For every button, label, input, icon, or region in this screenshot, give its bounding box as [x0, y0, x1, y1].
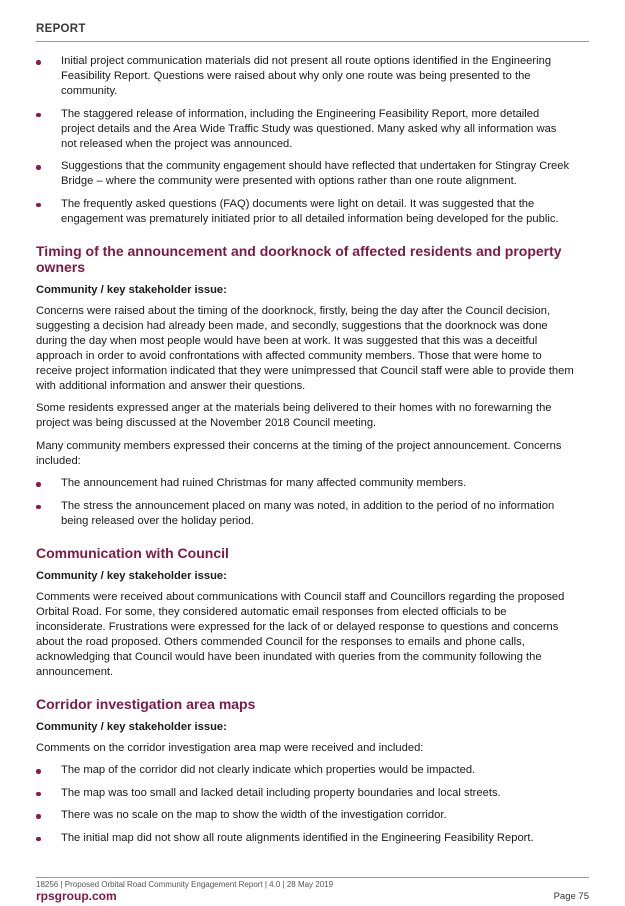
paragraph: Some residents expressed anger at the materials being delivered to their homes with no forewarning the project was being discussed at the November 2018 Council meeting. [36, 402, 552, 429]
maps-bullet-list [36, 763, 575, 846]
bullet-dot-icon [36, 113, 41, 118]
paragraph: Comments were received about communications with Council staff and Councillors regarding the proposed Orbital Road. For some, they considered automatic email responses from elected officials to be inconsiderate. Frustrations were expressed for the lack of or delayed response to questions and concerns about the road proposed. Others commended Council for the responses to emails and phone calls, acknowledging that Council would have been inundated with queries from the community following the announcement. [36, 590, 565, 678]
list-item-text: The announcement had ruined Christmas for many affected community members. [61, 477, 467, 489]
section-heading-communication: Communication with Council [36, 544, 229, 561]
list-item-text: The map of the corridor did not clearly indicate which properties would be impacted. [61, 764, 476, 776]
section-subheading: Community / key stakeholder issue: [36, 283, 227, 296]
section-subheading: Community / key stakeholder issue: [36, 720, 227, 733]
list-item-text: The initial map did not show all route alignments identified in the Engineering Feasibility Report. [61, 831, 534, 844]
header-divider [36, 41, 589, 42]
paragraph: Concerns were raised about the timing of the doorknock, firstly, being the day after the Council decision, suggesting a decision had already been made, and secondly, suggestions that the doorknock was done during the day when most people would have been at work. It was suggested that this was a deceitful approach in order to avoid confrontations with affected community members. Those that were home to receive project information indicated that they were unimpressed that Council staff were able to provide them with additional information and answer their questions. [36, 304, 574, 392]
list-item [36, 808, 575, 823]
list-item-text: Suggestions that the community engagement should have reflected that undertaken for Stingray Creek Bridge – where the community were presented with options rather than one route alignment. [61, 160, 570, 187]
list-item [36, 54, 575, 99]
section-heading-timing: Timing of the announcement and doorknock of affected residents and property owners [36, 242, 562, 275]
page-number: Page 75 [553, 891, 589, 902]
section-subheading: Community / key stakeholder issue: [36, 569, 227, 582]
timing-bullet-list [36, 476, 575, 529]
report-header-label: REPORT [36, 23, 86, 35]
footer-reference: 18256 | Proposed Orbital Road Community Engagement Report | 4.0 | 28 May 2019 [36, 880, 334, 889]
list-item-text: The staggered release of information, including the Engineering Feasibility Report, more detailed project details and the Area Wide Traffic Study was questioned. Many asked why all information was not released when the project was announced. [61, 107, 557, 150]
list-item [36, 476, 575, 491]
paragraph: Comments on the corridor investigation area map were received and included: [36, 741, 424, 754]
list-item [36, 107, 575, 152]
bullet-dot-icon [36, 203, 41, 208]
list-item-text: The stress the announcement placed on many was noted, in addition to the period of no information being released over the holiday period. [61, 499, 555, 527]
bullet-dot-icon [36, 505, 41, 510]
bullet-dot-icon [36, 482, 41, 487]
list-item [36, 197, 575, 227]
list-item-text: The map was too small and lacked detail including property boundaries and local streets. [61, 786, 501, 799]
list-item-text: There was no scale on the map to show the width of the investigation corridor. [61, 809, 447, 821]
bullet-dot-icon [36, 814, 41, 819]
paragraph: Many community members expressed their concerns at the timing of the project announcement. Concerns included: [36, 439, 562, 467]
list-item-text: The frequently asked questions (FAQ) documents were light on detail. It was suggested that the engagement was prematurely initiated prior to all detailed information being developed for the public. [61, 197, 559, 225]
bullet-dot-icon [36, 60, 41, 65]
footer-divider [36, 877, 589, 878]
bullet-dot-icon [36, 792, 41, 797]
intro-bullet-list [36, 54, 575, 227]
list-item [36, 159, 575, 189]
footer-website-link[interactable]: rpsgroup.com [36, 889, 117, 903]
bullet-dot-icon [36, 769, 41, 774]
page-content [36, 54, 575, 853]
list-item [36, 763, 575, 778]
bullet-dot-icon [36, 165, 41, 170]
list-item [36, 786, 575, 801]
list-item-text: Initial project communication materials did not present all route options identified in the Engineering Feasibility Report. Questions were raised about why only one route was being presented to the community. [61, 55, 552, 97]
list-item [36, 499, 575, 529]
section-heading-maps: Corridor investigation area maps [36, 695, 256, 712]
list-item [36, 831, 575, 846]
bullet-dot-icon [36, 837, 41, 842]
